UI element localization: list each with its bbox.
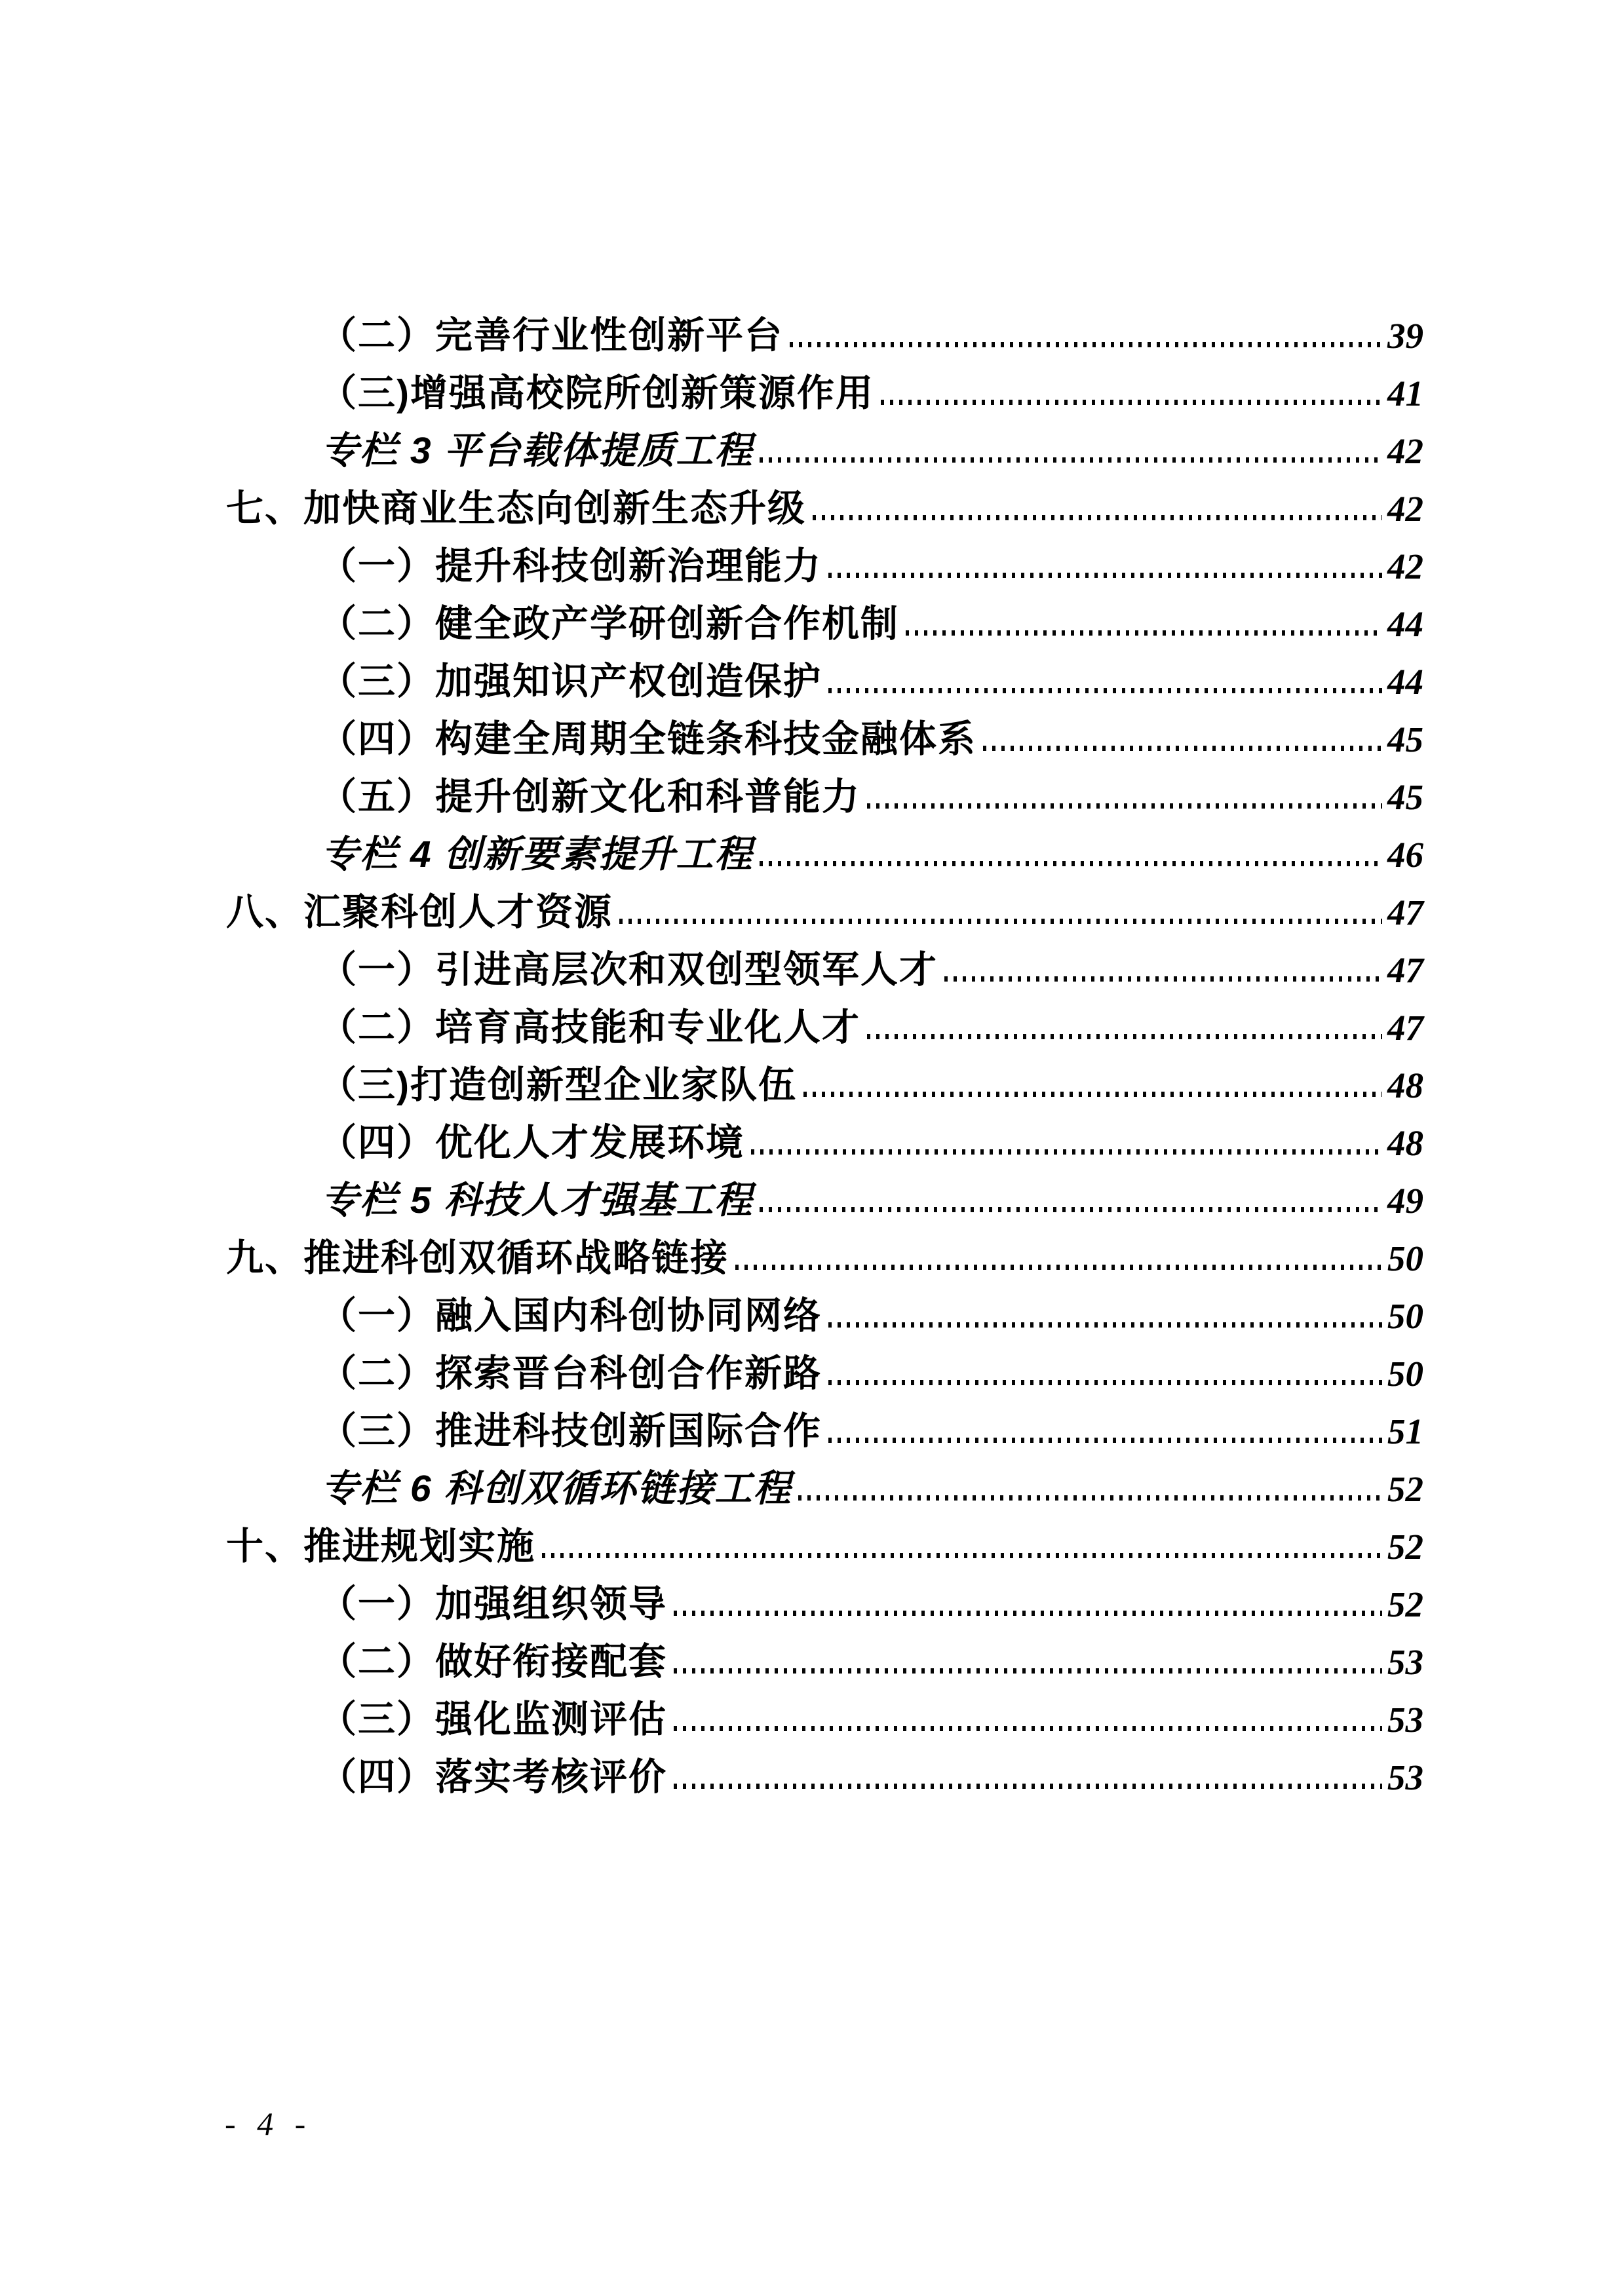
toc-entry[interactable]: [0, 710, 1622, 768]
toc-entry-label: （二）探索晋台科创合作新路: [319, 1352, 822, 1394]
toc-entry[interactable]: [0, 1518, 1622, 1575]
dot-leader: [735, 1265, 1382, 1270]
page-number-footer: - 4 -: [225, 2105, 313, 2142]
toc-entry[interactable]: [0, 595, 1622, 653]
toc-entry-page-number: 44: [1387, 661, 1423, 702]
toc-entry[interactable]: [0, 653, 1622, 710]
dot-leader: [944, 976, 1382, 982]
toc-entry-page-number: 48: [1387, 1122, 1423, 1163]
toc-entry[interactable]: [0, 999, 1622, 1056]
toc-entry-page-number: 44: [1387, 603, 1423, 644]
toc-entry-label: （三)打造创新型企业家队伍: [319, 1063, 797, 1106]
toc-entry-label: （三）强化监测评估: [319, 1698, 667, 1740]
toc-entry-label: （三）加强知识产权创造保护: [319, 660, 822, 702]
dot-leader: [674, 1726, 1382, 1731]
toc-entry-label: 专栏 4 创新要素提升工程: [321, 833, 754, 875]
toc-entry-page-number: 52: [1387, 1526, 1423, 1567]
dot-leader: [751, 1149, 1382, 1155]
toc-entry-page-number: 42: [1387, 488, 1423, 529]
toc-entry-label: （一）融入国内科创协同网络: [319, 1294, 822, 1337]
toc-entry[interactable]: [0, 826, 1622, 883]
toc-entry-page-number: 50: [1387, 1295, 1423, 1336]
toc-entry-label: 专栏 3 平台载体提质工程: [321, 429, 754, 472]
toc-entry[interactable]: [0, 1575, 1622, 1633]
dot-leader: [760, 457, 1382, 463]
toc-entry[interactable]: [0, 941, 1622, 999]
toc-entry[interactable]: [0, 480, 1622, 537]
dot-leader: [674, 1611, 1382, 1616]
toc-entry-label: （二）培育高技能和专业化人才: [319, 1006, 860, 1048]
toc-entry-label: （一）加强组织领导: [319, 1582, 667, 1625]
toc-entry-page-number: 45: [1387, 719, 1423, 759]
dot-leader: [983, 746, 1382, 751]
dot-leader: [542, 1553, 1382, 1558]
toc-entry[interactable]: [0, 537, 1622, 595]
toc-entry-label: （四）构建全周期全链条科技金融体系: [319, 718, 976, 760]
toc-entry-label: （五）提升创新文化和科普能力: [319, 775, 860, 818]
toc-entry-label: 八、汇聚科创人才资源: [226, 890, 613, 933]
toc-entry[interactable]: [0, 307, 1622, 364]
toc-entry-page-number: 39: [1387, 315, 1423, 356]
toc-entry-page-number: 47: [1387, 949, 1423, 990]
toc-entry[interactable]: [0, 1402, 1622, 1460]
toc-entry-label: 专栏 6 科创双循环链接工程: [321, 1467, 792, 1510]
toc-entry-label: 七、加快商业生态向创新生态升级: [226, 487, 806, 529]
dot-leader: [674, 1784, 1382, 1789]
toc-entry-label: （一）引进高层次和双创型领军人才: [319, 948, 938, 991]
toc-entry-label: （二）健全政产学研创新合作机制: [319, 602, 899, 645]
toc-entry-label: （四）落实考核评价: [319, 1755, 667, 1798]
toc-entry-label: （一）提升科技创新治理能力: [319, 545, 822, 587]
toc-entry-page-number: 49: [1387, 1180, 1423, 1221]
toc-entry-page-number: 47: [1387, 892, 1423, 932]
toc-entry[interactable]: [0, 1172, 1622, 1229]
toc-entry-page-number: 47: [1387, 1007, 1423, 1048]
toc-entry-page-number: 45: [1387, 776, 1423, 817]
toc-entry[interactable]: [0, 1114, 1622, 1172]
toc-entry[interactable]: [0, 364, 1622, 422]
toc-entry[interactable]: [0, 1691, 1622, 1748]
toc-entry-label: （二）做好衔接配套: [319, 1640, 667, 1683]
dot-leader: [790, 342, 1382, 347]
toc-entry-page-number: 52: [1387, 1584, 1423, 1624]
dot-leader: [828, 688, 1382, 693]
toc-entry[interactable]: [0, 1287, 1622, 1345]
toc-entry-page-number: 51: [1387, 1411, 1423, 1451]
toc-entry-page-number: 50: [1387, 1238, 1423, 1278]
table-of-contents: [0, 307, 1622, 1806]
dot-leader: [760, 1207, 1382, 1212]
toc-entry-page-number: 52: [1387, 1468, 1423, 1509]
toc-entry-page-number: 41: [1387, 373, 1423, 413]
dot-leader: [798, 1495, 1382, 1501]
toc-entry-label: 九、推进科创双循环战略链接: [226, 1236, 729, 1279]
toc-entry[interactable]: [0, 768, 1622, 826]
toc-entry-page-number: 42: [1387, 430, 1423, 471]
toc-entry-page-number: 46: [1387, 834, 1423, 875]
dot-leader: [881, 400, 1382, 405]
dot-leader: [813, 515, 1382, 520]
toc-entry-page-number: 50: [1387, 1353, 1423, 1394]
dot-leader: [828, 1380, 1382, 1385]
dot-leader: [828, 1322, 1382, 1328]
dot-leader: [867, 803, 1382, 809]
toc-entry[interactable]: [0, 1229, 1622, 1287]
toc-entry[interactable]: [0, 1056, 1622, 1114]
dot-leader: [760, 861, 1382, 866]
toc-entry-page-number: 53: [1387, 1757, 1423, 1797]
toc-entry-label: 专栏 5 科技人才强基工程: [321, 1179, 754, 1221]
dot-leader: [619, 919, 1382, 924]
dot-leader: [828, 573, 1382, 578]
toc-entry[interactable]: [0, 422, 1622, 480]
toc-entry[interactable]: [0, 1460, 1622, 1518]
toc-entry[interactable]: [0, 1748, 1622, 1806]
toc-entry-label: （三)增强高校院所创新策源作用: [319, 372, 874, 414]
dot-leader: [803, 1092, 1382, 1097]
toc-entry-label: （二）完善行业性创新平台: [319, 314, 783, 356]
toc-entry-label: 十、推进规划实施: [226, 1525, 535, 1567]
dot-leader: [867, 1034, 1382, 1039]
dot-leader: [828, 1438, 1382, 1443]
dot-leader: [906, 630, 1382, 636]
toc-entry[interactable]: [0, 1633, 1622, 1691]
toc-entry-page-number: 48: [1387, 1065, 1423, 1105]
toc-entry[interactable]: [0, 1345, 1622, 1402]
toc-entry-label: （四）优化人才发展环境: [319, 1121, 744, 1164]
toc-entry-label: （三）推进科技创新国际合作: [319, 1409, 822, 1452]
dot-leader: [674, 1668, 1382, 1674]
toc-entry-page-number: 53: [1387, 1699, 1423, 1740]
toc-entry[interactable]: [0, 883, 1622, 941]
toc-entry-page-number: 53: [1387, 1641, 1423, 1682]
toc-entry-page-number: 42: [1387, 546, 1423, 586]
